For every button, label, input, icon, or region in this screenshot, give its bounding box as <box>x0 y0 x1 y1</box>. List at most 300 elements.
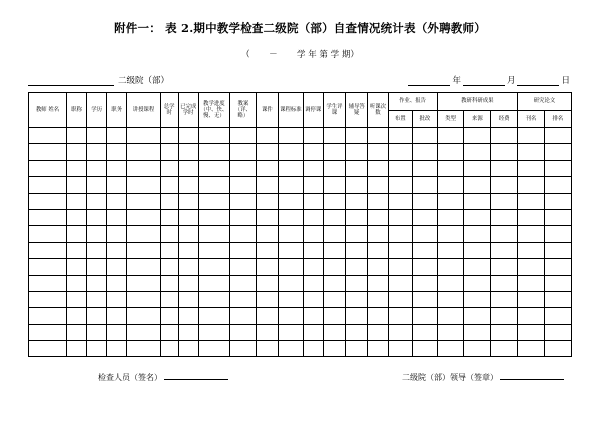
table-cell[interactable] <box>464 341 491 357</box>
table-cell[interactable] <box>388 209 413 225</box>
table-cell[interactable] <box>229 324 256 340</box>
table-cell[interactable] <box>279 177 304 193</box>
table-cell[interactable] <box>346 226 368 242</box>
table-cell[interactable] <box>491 308 518 324</box>
table-cell[interactable] <box>198 341 229 357</box>
table-cell[interactable] <box>256 324 278 340</box>
table-cell[interactable] <box>323 275 345 291</box>
table-cell[interactable] <box>303 259 323 275</box>
table-cell[interactable] <box>388 259 413 275</box>
table-cell[interactable] <box>464 177 491 193</box>
year-blank[interactable] <box>408 75 450 86</box>
table-cell[interactable] <box>437 341 464 357</box>
table-cell[interactable] <box>279 242 304 258</box>
table-cell[interactable] <box>544 209 571 225</box>
table-cell[interactable] <box>229 341 256 357</box>
table-cell[interactable] <box>107 259 127 275</box>
table-cell[interactable] <box>368 324 388 340</box>
table-cell[interactable] <box>368 177 388 193</box>
table-cell[interactable] <box>346 275 368 291</box>
table-cell[interactable] <box>160 291 178 307</box>
table-cell[interactable] <box>368 193 388 209</box>
table-cell[interactable] <box>464 259 491 275</box>
table-cell[interactable] <box>437 226 464 242</box>
table-cell[interactable] <box>413 144 438 160</box>
table-cell[interactable] <box>346 308 368 324</box>
table-cell[interactable] <box>323 128 345 144</box>
table-cell[interactable] <box>368 291 388 307</box>
table-cell[interactable] <box>388 242 413 258</box>
table-cell[interactable] <box>413 128 438 144</box>
table-cell[interactable] <box>29 193 67 209</box>
table-cell[interactable] <box>178 242 198 258</box>
table-cell[interactable] <box>544 193 571 209</box>
table-cell[interactable] <box>491 177 518 193</box>
table-cell[interactable] <box>87 144 107 160</box>
table-cell[interactable] <box>256 291 278 307</box>
table-cell[interactable] <box>107 144 127 160</box>
table-cell[interactable] <box>388 144 413 160</box>
table-cell[interactable] <box>279 324 304 340</box>
table-cell[interactable] <box>323 242 345 258</box>
table-cell[interactable] <box>464 128 491 144</box>
table-cell[interactable] <box>413 242 438 258</box>
table-cell[interactable] <box>464 275 491 291</box>
table-cell[interactable] <box>229 144 256 160</box>
table-cell[interactable] <box>66 341 86 357</box>
table-cell[interactable] <box>178 177 198 193</box>
table-cell[interactable] <box>160 160 178 176</box>
table-cell[interactable] <box>279 226 304 242</box>
day-blank[interactable] <box>517 75 559 86</box>
table-cell[interactable] <box>437 128 464 144</box>
table-cell[interactable] <box>518 242 545 258</box>
table-cell[interactable] <box>198 177 229 193</box>
table-cell[interactable] <box>29 308 67 324</box>
inspector-blank[interactable] <box>164 369 228 380</box>
table-cell[interactable] <box>66 177 86 193</box>
table-cell[interactable] <box>544 275 571 291</box>
table-cell[interactable] <box>66 242 86 258</box>
table-cell[interactable] <box>107 291 127 307</box>
table-cell[interactable] <box>388 160 413 176</box>
table-cell[interactable] <box>323 341 345 357</box>
table-cell[interactable] <box>346 324 368 340</box>
table-cell[interactable] <box>388 177 413 193</box>
table-cell[interactable] <box>544 308 571 324</box>
table-cell[interactable] <box>178 291 198 307</box>
table-cell[interactable] <box>518 193 545 209</box>
table-cell[interactable] <box>413 193 438 209</box>
table-cell[interactable] <box>346 160 368 176</box>
table-cell[interactable] <box>437 275 464 291</box>
table-cell[interactable] <box>464 226 491 242</box>
table-cell[interactable] <box>279 259 304 275</box>
table-cell[interactable] <box>87 291 107 307</box>
table-cell[interactable] <box>303 308 323 324</box>
table-cell[interactable] <box>368 128 388 144</box>
table-cell[interactable] <box>491 209 518 225</box>
table-cell[interactable] <box>127 128 161 144</box>
table-cell[interactable] <box>544 291 571 307</box>
table-cell[interactable] <box>178 308 198 324</box>
table-cell[interactable] <box>388 324 413 340</box>
table-cell[interactable] <box>491 160 518 176</box>
table-cell[interactable] <box>346 144 368 160</box>
table-cell[interactable] <box>256 209 278 225</box>
table-cell[interactable] <box>464 324 491 340</box>
table-cell[interactable] <box>198 291 229 307</box>
table-cell[interactable] <box>198 226 229 242</box>
table-cell[interactable] <box>323 160 345 176</box>
table-cell[interactable] <box>127 226 161 242</box>
table-cell[interactable] <box>303 128 323 144</box>
table-cell[interactable] <box>127 242 161 258</box>
table-cell[interactable] <box>491 324 518 340</box>
table-cell[interactable] <box>413 275 438 291</box>
table-cell[interactable] <box>107 160 127 176</box>
table-cell[interactable] <box>107 128 127 144</box>
table-cell[interactable] <box>388 341 413 357</box>
table-cell[interactable] <box>256 275 278 291</box>
table-cell[interactable] <box>229 177 256 193</box>
table-cell[interactable] <box>87 128 107 144</box>
table-cell[interactable] <box>518 259 545 275</box>
table-cell[interactable] <box>544 144 571 160</box>
table-cell[interactable] <box>303 226 323 242</box>
table-cell[interactable] <box>346 242 368 258</box>
table-cell[interactable] <box>346 291 368 307</box>
table-cell[interactable] <box>544 324 571 340</box>
table-cell[interactable] <box>198 144 229 160</box>
table-cell[interactable] <box>229 308 256 324</box>
table-cell[interactable] <box>464 209 491 225</box>
table-cell[interactable] <box>198 242 229 258</box>
table-cell[interactable] <box>518 209 545 225</box>
table-cell[interactable] <box>279 144 304 160</box>
table-cell[interactable] <box>437 259 464 275</box>
table-cell[interactable] <box>107 193 127 209</box>
table-cell[interactable] <box>87 193 107 209</box>
table-cell[interactable] <box>127 144 161 160</box>
table-cell[interactable] <box>323 209 345 225</box>
table-cell[interactable] <box>66 128 86 144</box>
table-cell[interactable] <box>346 177 368 193</box>
table-cell[interactable] <box>178 144 198 160</box>
table-cell[interactable] <box>66 324 86 340</box>
table-cell[interactable] <box>388 193 413 209</box>
table-cell[interactable] <box>229 160 256 176</box>
table-cell[interactable] <box>491 341 518 357</box>
table-cell[interactable] <box>303 341 323 357</box>
table-cell[interactable] <box>127 193 161 209</box>
table-cell[interactable] <box>368 341 388 357</box>
table-cell[interactable] <box>464 160 491 176</box>
table-cell[interactable] <box>303 242 323 258</box>
table-cell[interactable] <box>518 308 545 324</box>
table-cell[interactable] <box>518 324 545 340</box>
table-cell[interactable] <box>87 341 107 357</box>
table-cell[interactable] <box>229 193 256 209</box>
table-cell[interactable] <box>518 144 545 160</box>
table-cell[interactable] <box>66 160 86 176</box>
table-cell[interactable] <box>437 291 464 307</box>
table-cell[interactable] <box>518 291 545 307</box>
table-cell[interactable] <box>368 242 388 258</box>
table-cell[interactable] <box>29 177 67 193</box>
table-cell[interactable] <box>160 209 178 225</box>
unit-blank[interactable] <box>28 75 114 86</box>
table-cell[interactable] <box>178 275 198 291</box>
table-cell[interactable] <box>491 226 518 242</box>
table-cell[interactable] <box>160 144 178 160</box>
table-cell[interactable] <box>464 308 491 324</box>
table-cell[interactable] <box>198 160 229 176</box>
table-cell[interactable] <box>29 144 67 160</box>
table-cell[interactable] <box>437 193 464 209</box>
table-cell[interactable] <box>323 144 345 160</box>
table-cell[interactable] <box>368 160 388 176</box>
table-cell[interactable] <box>107 324 127 340</box>
table-cell[interactable] <box>279 160 304 176</box>
table-cell[interactable] <box>413 226 438 242</box>
table-cell[interactable] <box>413 160 438 176</box>
table-cell[interactable] <box>303 275 323 291</box>
table-cell[interactable] <box>160 193 178 209</box>
table-cell[interactable] <box>87 242 107 258</box>
table-cell[interactable] <box>160 226 178 242</box>
table-cell[interactable] <box>279 128 304 144</box>
table-cell[interactable] <box>198 275 229 291</box>
table-cell[interactable] <box>544 128 571 144</box>
table-cell[interactable] <box>491 144 518 160</box>
table-cell[interactable] <box>413 209 438 225</box>
table-cell[interactable] <box>518 275 545 291</box>
table-cell[interactable] <box>160 177 178 193</box>
table-cell[interactable] <box>127 209 161 225</box>
table-cell[interactable] <box>491 275 518 291</box>
table-cell[interactable] <box>491 193 518 209</box>
table-cell[interactable] <box>464 193 491 209</box>
table-cell[interactable] <box>303 144 323 160</box>
table-cell[interactable] <box>66 259 86 275</box>
table-cell[interactable] <box>66 209 86 225</box>
table-cell[interactable] <box>544 259 571 275</box>
table-cell[interactable] <box>256 341 278 357</box>
table-cell[interactable] <box>413 308 438 324</box>
table-cell[interactable] <box>107 209 127 225</box>
table-cell[interactable] <box>160 341 178 357</box>
table-cell[interactable] <box>178 160 198 176</box>
table-cell[interactable] <box>256 259 278 275</box>
table-cell[interactable] <box>323 291 345 307</box>
table-cell[interactable] <box>388 275 413 291</box>
table-cell[interactable] <box>178 209 198 225</box>
table-cell[interactable] <box>160 275 178 291</box>
table-cell[interactable] <box>303 193 323 209</box>
table-cell[interactable] <box>229 242 256 258</box>
table-cell[interactable] <box>29 324 67 340</box>
table-cell[interactable] <box>303 177 323 193</box>
table-cell[interactable] <box>413 324 438 340</box>
table-cell[interactable] <box>229 275 256 291</box>
table-cell[interactable] <box>303 324 323 340</box>
table-cell[interactable] <box>66 144 86 160</box>
table-cell[interactable] <box>256 128 278 144</box>
table-cell[interactable] <box>256 193 278 209</box>
table-cell[interactable] <box>413 341 438 357</box>
table-cell[interactable] <box>107 226 127 242</box>
table-cell[interactable] <box>413 177 438 193</box>
table-cell[interactable] <box>198 324 229 340</box>
table-cell[interactable] <box>87 275 107 291</box>
table-cell[interactable] <box>178 226 198 242</box>
table-cell[interactable] <box>198 193 229 209</box>
table-cell[interactable] <box>388 226 413 242</box>
table-cell[interactable] <box>323 259 345 275</box>
table-cell[interactable] <box>66 275 86 291</box>
table-cell[interactable] <box>323 324 345 340</box>
table-cell[interactable] <box>29 160 67 176</box>
table-cell[interactable] <box>437 160 464 176</box>
table-cell[interactable] <box>160 308 178 324</box>
table-cell[interactable] <box>29 275 67 291</box>
table-cell[interactable] <box>346 209 368 225</box>
table-cell[interactable] <box>160 259 178 275</box>
table-cell[interactable] <box>87 160 107 176</box>
leader-blank[interactable] <box>500 369 564 380</box>
table-cell[interactable] <box>107 275 127 291</box>
table-cell[interactable] <box>29 128 67 144</box>
table-cell[interactable] <box>29 291 67 307</box>
table-cell[interactable] <box>303 160 323 176</box>
table-cell[interactable] <box>368 308 388 324</box>
table-cell[interactable] <box>544 177 571 193</box>
table-cell[interactable] <box>491 291 518 307</box>
table-cell[interactable] <box>491 259 518 275</box>
table-cell[interactable] <box>127 341 161 357</box>
table-cell[interactable] <box>437 209 464 225</box>
table-cell[interactable] <box>346 193 368 209</box>
table-cell[interactable] <box>437 242 464 258</box>
table-cell[interactable] <box>127 291 161 307</box>
table-cell[interactable] <box>87 226 107 242</box>
table-cell[interactable] <box>256 160 278 176</box>
table-cell[interactable] <box>464 144 491 160</box>
table-cell[interactable] <box>87 177 107 193</box>
table-cell[interactable] <box>160 242 178 258</box>
table-cell[interactable] <box>346 128 368 144</box>
table-cell[interactable] <box>413 259 438 275</box>
table-cell[interactable] <box>346 341 368 357</box>
table-cell[interactable] <box>491 242 518 258</box>
table-cell[interactable] <box>29 226 67 242</box>
table-cell[interactable] <box>256 242 278 258</box>
table-cell[interactable] <box>388 128 413 144</box>
month-blank[interactable] <box>463 75 505 86</box>
table-cell[interactable] <box>518 160 545 176</box>
table-cell[interactable] <box>198 128 229 144</box>
table-cell[interactable] <box>437 177 464 193</box>
table-cell[interactable] <box>368 144 388 160</box>
table-cell[interactable] <box>368 209 388 225</box>
table-cell[interactable] <box>178 341 198 357</box>
table-cell[interactable] <box>368 259 388 275</box>
table-cell[interactable] <box>437 324 464 340</box>
table-cell[interactable] <box>388 308 413 324</box>
table-cell[interactable] <box>544 341 571 357</box>
table-cell[interactable] <box>127 259 161 275</box>
table-cell[interactable] <box>87 308 107 324</box>
table-cell[interactable] <box>178 259 198 275</box>
table-cell[interactable] <box>87 209 107 225</box>
table-cell[interactable] <box>544 226 571 242</box>
table-cell[interactable] <box>388 291 413 307</box>
table-cell[interactable] <box>107 242 127 258</box>
table-cell[interactable] <box>29 259 67 275</box>
table-cell[interactable] <box>107 177 127 193</box>
table-cell[interactable] <box>127 324 161 340</box>
table-cell[interactable] <box>87 259 107 275</box>
table-cell[interactable] <box>323 226 345 242</box>
table-cell[interactable] <box>127 275 161 291</box>
table-cell[interactable] <box>29 242 67 258</box>
table-cell[interactable] <box>303 291 323 307</box>
table-cell[interactable] <box>66 226 86 242</box>
table-cell[interactable] <box>229 259 256 275</box>
table-cell[interactable] <box>518 226 545 242</box>
table-cell[interactable] <box>279 291 304 307</box>
table-cell[interactable] <box>464 242 491 258</box>
table-cell[interactable] <box>229 209 256 225</box>
table-cell[interactable] <box>464 291 491 307</box>
table-cell[interactable] <box>368 275 388 291</box>
table-cell[interactable] <box>256 308 278 324</box>
table-cell[interactable] <box>178 128 198 144</box>
table-cell[interactable] <box>127 160 161 176</box>
table-cell[interactable] <box>29 209 67 225</box>
table-cell[interactable] <box>368 226 388 242</box>
table-cell[interactable] <box>66 193 86 209</box>
table-cell[interactable] <box>518 128 545 144</box>
table-cell[interactable] <box>198 308 229 324</box>
table-cell[interactable] <box>413 291 438 307</box>
table-cell[interactable] <box>107 341 127 357</box>
table-cell[interactable] <box>66 308 86 324</box>
table-cell[interactable] <box>518 177 545 193</box>
table-cell[interactable] <box>437 144 464 160</box>
table-cell[interactable] <box>160 324 178 340</box>
table-cell[interactable] <box>29 341 67 357</box>
table-cell[interactable] <box>437 308 464 324</box>
table-cell[interactable] <box>178 193 198 209</box>
table-cell[interactable] <box>198 209 229 225</box>
table-cell[interactable] <box>178 324 198 340</box>
table-cell[interactable] <box>127 308 161 324</box>
table-cell[interactable] <box>229 291 256 307</box>
table-cell[interactable] <box>279 193 304 209</box>
table-cell[interactable] <box>127 177 161 193</box>
table-cell[interactable] <box>198 259 229 275</box>
table-cell[interactable] <box>87 324 107 340</box>
table-cell[interactable] <box>323 177 345 193</box>
table-cell[interactable] <box>229 128 256 144</box>
table-cell[interactable] <box>279 308 304 324</box>
table-cell[interactable] <box>544 242 571 258</box>
table-cell[interactable] <box>256 144 278 160</box>
table-cell[interactable] <box>229 226 256 242</box>
table-cell[interactable] <box>66 291 86 307</box>
